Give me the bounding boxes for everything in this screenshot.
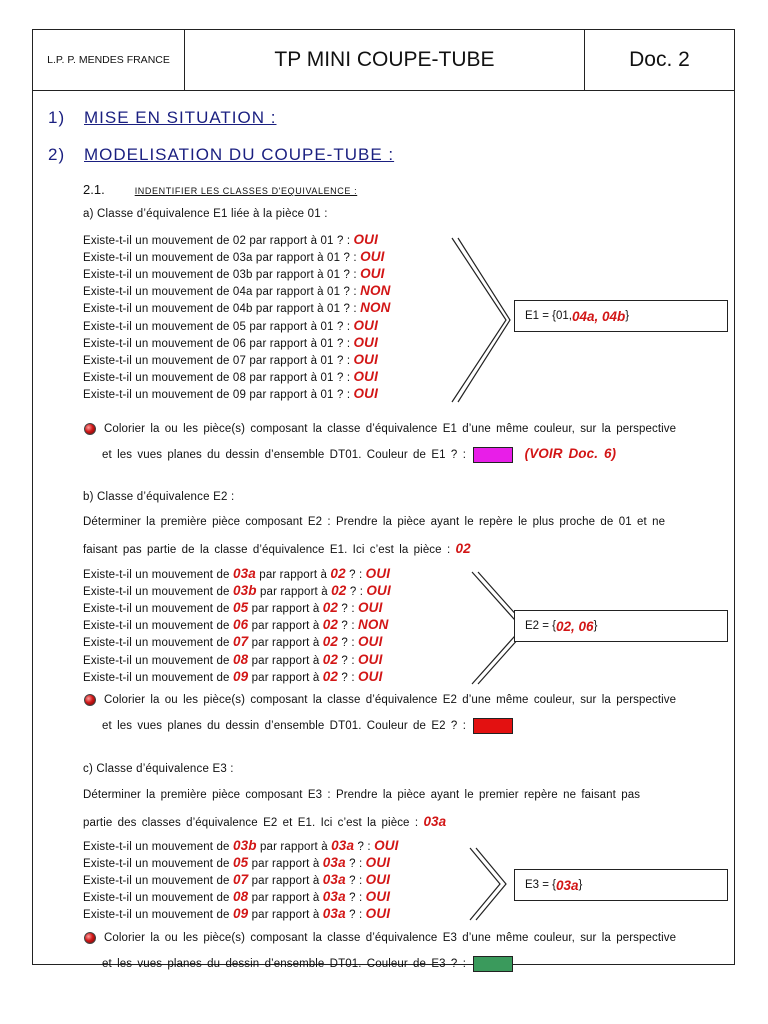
question-row: Existe-t-il un mouvement de 05 par rapport à 01 ? : OUI bbox=[83, 317, 378, 333]
question-row: Existe-t-il un mouvement de 07 par rapport à 02 ? : OUI bbox=[83, 634, 383, 650]
e3-color-swatch bbox=[473, 956, 513, 972]
question-row: Existe-t-il un mouvement de 04b par rapport à 01 ? : NON bbox=[83, 300, 391, 316]
question-row: Existe-t-il un mouvement de 03b par rapport à 01 ? : OUI bbox=[83, 266, 385, 282]
question-row: Existe-t-il un mouvement de 05 par rapport à 03a ? : OUI bbox=[83, 855, 391, 871]
question-row: Existe-t-il un mouvement de 03b par rapport à 02 ? : OUI bbox=[83, 583, 391, 599]
question-row: Existe-t-il un mouvement de 02 par rapport à 01 ? : OUI bbox=[83, 232, 378, 247]
question-row: Existe-t-il un mouvement de 09 par rapport à 03a ? : OUI bbox=[83, 906, 391, 922]
part-a-heading: a) Classe d’équivalence E1 liée à la pièce 01 : bbox=[83, 208, 328, 220]
red-bullet-icon bbox=[84, 694, 96, 706]
question-row: Existe-t-il un mouvement de 05 par rapport à 02 ? : OUI bbox=[83, 600, 383, 616]
red-bullet-icon bbox=[84, 423, 96, 435]
question-row: Existe-t-il un mouvement de 08 par rapport à 01 ? : OUI bbox=[83, 368, 378, 384]
question-row: Existe-t-il un mouvement de 07 par rapport à 03a ? : OUI bbox=[83, 872, 391, 888]
question-row: Existe-t-il un mouvement de 06 par rapport à 01 ? : OUI bbox=[83, 334, 378, 350]
header-table bbox=[33, 30, 734, 91]
school-name: L.P. P. MENDES FRANCE bbox=[33, 30, 185, 90]
e2-result-box: E2 = { 02, 06 } bbox=[514, 610, 728, 642]
question-row: Existe-t-il un mouvement de 08 par rapport à 03a ? : OUI bbox=[83, 889, 391, 905]
part-b-heading: b) Classe d’équivalence E2 : bbox=[83, 491, 235, 503]
question-row: Existe-t-il un mouvement de 04a par rapport à 01 ? : NON bbox=[83, 283, 391, 299]
red-bullet-icon bbox=[84, 932, 96, 944]
e1-color-swatch bbox=[473, 447, 513, 463]
part-a-color-instruction: Colorier la ou les pièce(s) composant la classe d’équivalence E1 d’une même couleur, sur la perspective bbox=[84, 423, 734, 435]
section-1-heading: 1) MISE EN SITUATION : bbox=[48, 108, 277, 127]
part-b-intro-line2: faisant pas partie de la classe d’équivalence E1. Ici c’est la pièce : 02 bbox=[83, 541, 471, 556]
document-number: Doc. 2 bbox=[629, 48, 690, 71]
part-c-intro-line1: Déterminer la première pièce composant E3 : Prendre la pièce ayant le premier repère ne faisant pas bbox=[83, 789, 641, 801]
part-c-color-question: et les vues planes du dessin d’ensemble DT01. Couleur de E3 ? : bbox=[102, 956, 513, 972]
question-row: Existe-t-il un mouvement de 08 par rapport à 02 ? : OUI bbox=[83, 651, 383, 667]
question-row: Existe-t-il un mouvement de 03a par rapport à 01 ? : OUI bbox=[83, 249, 385, 265]
part-b-color-question: et les vues planes du dessin d’ensemble DT01. Couleur de E2 ? : bbox=[102, 718, 513, 734]
brace-icon bbox=[468, 846, 508, 922]
e2-color-swatch bbox=[473, 718, 513, 734]
part-c-color-instruction: Colorier la ou les pièce(s) composant la classe d’équivalence E3 d’une même couleur, sur la perspective bbox=[84, 932, 734, 944]
document-title: TP MINI COUPE-TUBE bbox=[185, 30, 585, 90]
question-row: Existe-t-il un mouvement de 09 par rapport à 01 ? : OUI bbox=[83, 385, 378, 401]
brace-icon bbox=[448, 236, 512, 404]
e3-result-box: E3 = { 03a } bbox=[514, 869, 728, 901]
question-row: Existe-t-il un mouvement de 06 par rapport à 02 ? : NON bbox=[83, 617, 389, 633]
subsection-2-1-heading: 2.1. INDENTIFIER LES CLASSES D'EQUIVALENCE : bbox=[83, 182, 358, 197]
section-2-heading: 2) MODELISATION DU COUPE-TUBE : bbox=[48, 145, 395, 164]
question-row: Existe-t-il un mouvement de 03a par rapport à 02 ? : OUI bbox=[83, 566, 391, 581]
part-b-color-instruction: Colorier la ou les pièce(s) composant la classe d’équivalence E2 d’une même couleur, sur la perspective bbox=[84, 694, 734, 706]
question-row: Existe-t-il un mouvement de 07 par rapport à 01 ? : OUI bbox=[83, 351, 378, 367]
question-row: Existe-t-il un mouvement de 09 par rapport à 02 ? : OUI bbox=[83, 668, 383, 684]
part-c-intro-line2: partie des classes d’équivalence E2 et E1. Ici c’est la pièce : 03a bbox=[83, 814, 447, 829]
question-row: Existe-t-il un mouvement de 03b par rapport à 03a ? : OUI bbox=[83, 838, 399, 853]
part-a-color-question: et les vues planes du dessin d’ensemble DT01. Couleur de E1 ? : (VOIR Doc. 6) bbox=[102, 446, 617, 461]
part-c-heading: c) Classe d’équivalence E3 : bbox=[83, 763, 234, 775]
e1-result-box: E1 = {01, 04a, 04b } bbox=[514, 300, 728, 332]
part-b-intro-line1: Déterminer la première pièce composant E2 : Prendre la pièce ayant le repère le plus proche de 01 et ne bbox=[83, 516, 666, 528]
